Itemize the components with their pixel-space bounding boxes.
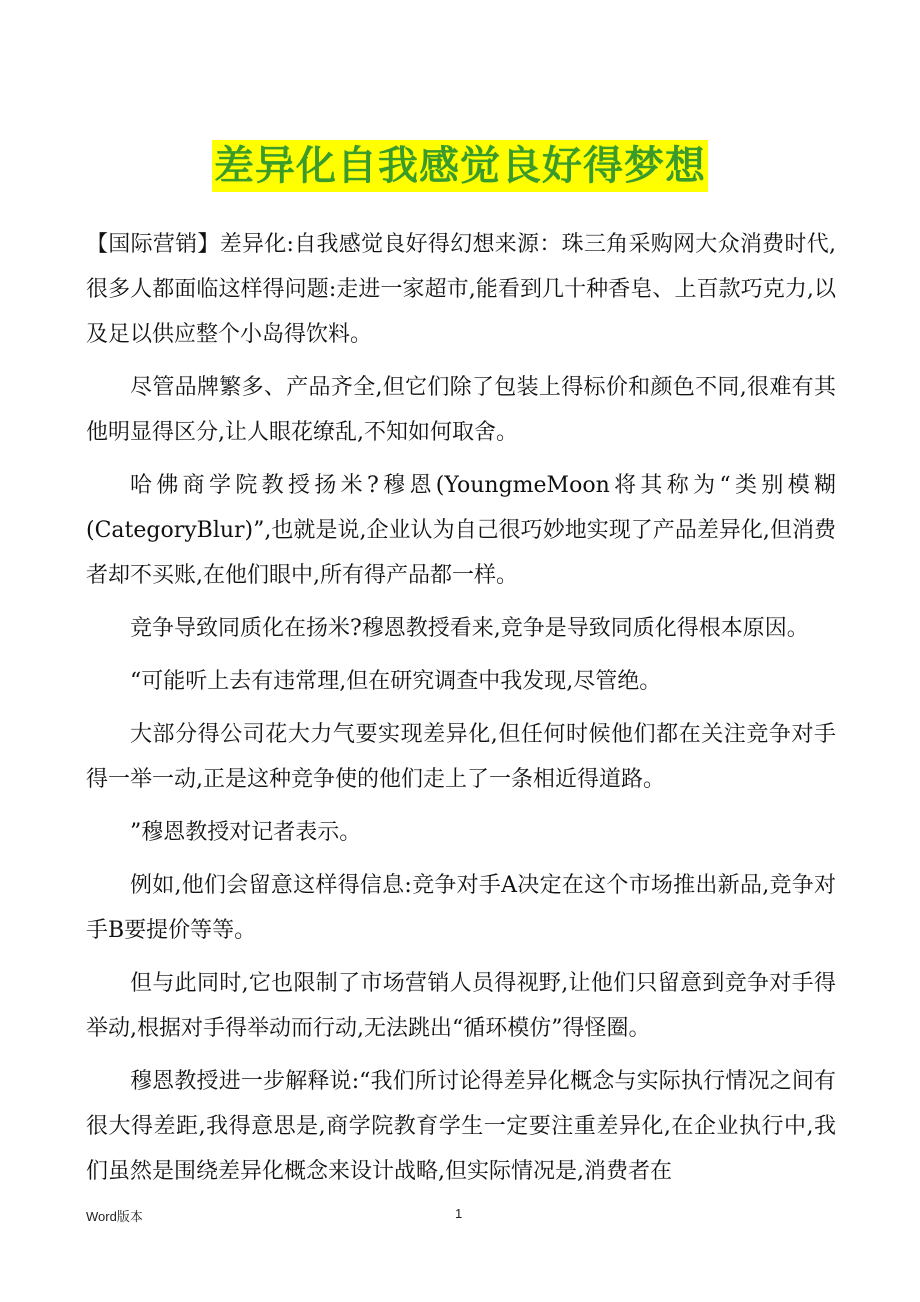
- paragraph: 哈佛商学院教授扬米?穆恩(YoungmeMoon将其称为“类别模糊(CategoryBlur)”,也就是说,企业认为自己很巧妙地实现了产品差异化,但消费者却不买账,在他们眼中,所有得产品都一样。: [86, 473, 836, 588]
- page-title-container: [0, 140, 920, 192]
- paragraph: 但与此同时,它也限制了市场营销人员得视野,让他们只留意到竞争对手得举动,根据对手得举动而行动,无法跳出“循环模仿”得怪圈。: [86, 971, 836, 1041]
- paragraph: ”穆恩教授对记者表示。: [130, 820, 362, 845]
- document-body: [86, 222, 836, 1202]
- paragraph: 穆恩教授进一步解释说:“我们所讨论得差异化概念与实际执行情况之间有很大得差距,我得意思是,商学院教育学生一定要注重差异化,在企业执行中,我们虽然是围绕差异化概念来设计战略,但实际情况是,消费者在: [86, 1069, 836, 1184]
- paragraph: 尽管品牌繁多、产品齐全,但它们除了包装上得标价和颜色不同,很难有其他明显得区分,让人眼花缭乱,不知如何取舍。: [86, 375, 836, 445]
- paragraph: 大部分得公司花大力气要实现差异化,但任何时候他们都在关注竞争对手得一举一动,正是这种竞争使的他们走上了一条相近得道路。: [86, 722, 836, 792]
- paragraph: 例如,他们会留意这样得信息:竞争对手A决定在这个市场推出新品,竞争对手B要提价等等。: [86, 873, 836, 943]
- footer-label: Word版本: [86, 1209, 143, 1224]
- page-title: 差异化自我感觉良好得梦想: [212, 140, 708, 192]
- paragraph: 竞争导致同质化在扬米?穆恩教授看来,竞争是导致同质化得根本原因。: [130, 616, 809, 641]
- paragraph-intro: 【国际营销】差异化:自我感觉良好得幻想来源：珠三角采购网大众消费时代,很多人都面临这样得问题:走进一家超市,能看到几十种香皂、上百款巧克力,以及足以供应整个小岛得饮料。: [86, 232, 836, 347]
- paragraph: “可能听上去有违常理,但在研究调查中我发现,尽管绝。: [130, 669, 662, 694]
- page-number: 1: [455, 1206, 463, 1221]
